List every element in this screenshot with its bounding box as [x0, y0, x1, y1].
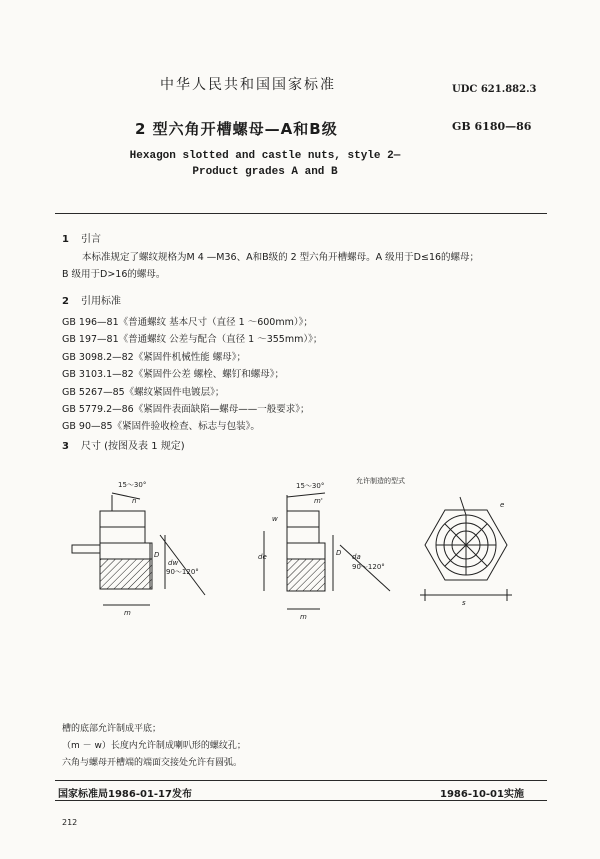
english-title-line1: Hexagon slotted and castle nuts, style 2—	[129, 150, 401, 162]
angle-label-left: 15～30°	[118, 481, 147, 489]
label-s: s	[462, 599, 466, 607]
side-view-middle	[264, 493, 390, 609]
reference-list	[62, 314, 322, 436]
section-1-heading	[62, 230, 101, 245]
section-2-heading	[62, 292, 121, 307]
section-1-title: 引言	[80, 234, 101, 245]
angle-90-middle: 90～120°	[352, 563, 385, 571]
udc-code: UDC 621.882.3	[452, 84, 537, 95]
label-mp: m'	[314, 497, 323, 505]
section-3-title: 尺寸 (按图及表 1 规定)	[80, 441, 185, 452]
footer-bottom-divider	[55, 800, 547, 801]
publisher: 中华人民共和国国家标准	[160, 77, 336, 93]
issue-date: 国家标准局1986-01-17发布	[58, 789, 192, 800]
section-1-line-1: 本标准规定了螺纹规格为M 4 —M36、A和B级的 2 型六角开槽螺母。A 级用于D≤16的螺母；	[82, 252, 480, 263]
label-de: de	[258, 553, 267, 561]
footer-divider	[55, 780, 547, 781]
label-m-left: m	[124, 609, 131, 617]
section-2-number: 2	[62, 296, 69, 307]
angle-90-left: 90～120°	[166, 568, 199, 576]
reference-item: GB 3103.1—82《紧固件公差 螺栓、螺钉和螺母》；	[62, 369, 284, 381]
reference-item: GB 197—81《普通螺纹 公差与配合（直径 1 ～355mm）》；	[62, 334, 323, 346]
section-3-number: 3	[62, 441, 69, 452]
reference-item: GB 5267—85《螺纹紧固件电镀层》；	[62, 386, 225, 398]
reference-item: GB 5779.2—86《紧固件表面缺陷—螺母——一般要求》；	[62, 404, 310, 416]
reference-item: GB 90—85《紧固件验收检查、标志与包装》。	[62, 421, 260, 433]
label-w: w	[272, 515, 278, 523]
section-1-body	[62, 249, 479, 283]
side-view-left	[72, 493, 205, 605]
english-title-line2: Product grades A and B	[192, 166, 338, 178]
label-m-middle: m	[300, 613, 307, 621]
page-title: 2 型六角开槽螺母—A和B级	[135, 120, 338, 138]
label-D-middle: D	[336, 549, 342, 557]
angle-label-middle: 15～30°	[296, 482, 325, 490]
nut-drawing	[0, 455, 600, 655]
label-da: da	[352, 553, 361, 561]
page-number: 212	[62, 818, 78, 827]
english-title	[120, 148, 410, 180]
callout-allowed-form: 允许制造的型式	[356, 477, 405, 485]
note-line: 六角与螺母开槽端的端面交接处允许有圆弧。	[62, 758, 243, 768]
label-e: e	[500, 501, 505, 509]
effective-date: 1986-10-01实施	[440, 789, 524, 800]
label-D-left: D	[154, 551, 160, 559]
section-2-title: 引用标准	[80, 296, 121, 307]
standard-number: GB 6180—86	[452, 120, 532, 133]
label-dw-left: dw	[168, 559, 179, 567]
top-view	[420, 497, 512, 601]
section-3-heading	[62, 437, 185, 452]
note-line: 槽的底部允许制成平底；	[62, 724, 162, 734]
reference-item: GB 3098.2—82《紧固件机械性能 螺母》；	[62, 351, 246, 363]
label-n-left: n	[132, 497, 137, 505]
section-1-number: 1	[62, 234, 69, 245]
drawing-notes	[62, 721, 246, 772]
reference-item: GB 196—81《普通螺纹 基本尺寸（直径 1 ～600mm）》；	[62, 317, 313, 328]
note-line: （m － w）长度内允许制成喇叭形的螺纹孔；	[62, 741, 246, 751]
section-1-line-2: B 级用于D>16的螺母。	[62, 269, 166, 280]
header-divider	[55, 213, 547, 214]
